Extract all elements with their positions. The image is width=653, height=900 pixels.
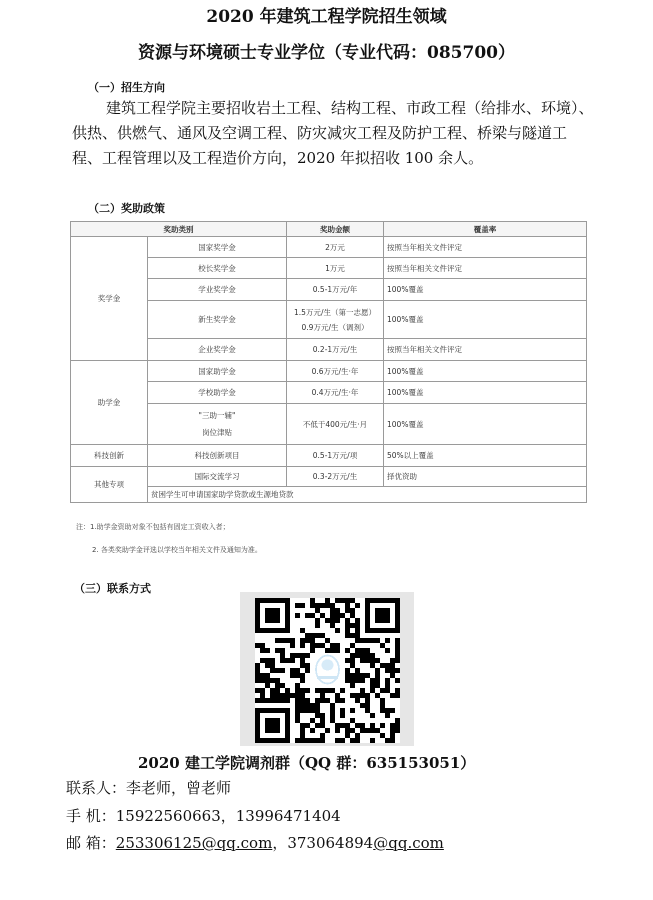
row-name-line1: "三助一辅"	[198, 411, 236, 420]
row-coverage: 按照当年相关文件评定	[384, 237, 587, 258]
table-row	[71, 339, 587, 361]
award-table	[70, 221, 587, 503]
row-name: 国家奖学金	[148, 237, 287, 258]
header-coverage: 覆盖率	[384, 222, 587, 237]
section1-body	[72, 96, 594, 171]
page-subtitle: 资源与环境硕士专业学位（专业代码：085700）	[138, 43, 515, 63]
row-amount: 0.2-1万元/生	[287, 339, 384, 361]
table-row	[71, 467, 587, 487]
page-title: 2020 年建筑工程学院招生领域	[206, 7, 447, 27]
group-scholarship: 奖学金	[71, 237, 148, 361]
qr-code-icon	[255, 598, 400, 743]
group-tech: 科技创新	[71, 445, 148, 467]
note-line1: 注：1.助学金资助对象不包括有固定工资收入者；	[76, 523, 230, 531]
row-amount: 1万元	[287, 258, 384, 279]
table-row	[71, 237, 587, 258]
group-other: 其他专项	[71, 467, 148, 503]
contact-line: 联系人：李老师，曾老师	[66, 779, 232, 797]
note-line2: 2. 各类奖助学金评选以学校当年相关文件及通知为准。	[92, 546, 262, 554]
finder-top-left	[255, 598, 290, 633]
table-row	[71, 445, 587, 467]
email-separator: ，	[272, 834, 288, 852]
table-row	[71, 361, 587, 382]
table-row	[71, 279, 587, 301]
row-amount-line1: 1.5万元/生（第一志愿）	[294, 307, 376, 317]
finder-top-right	[365, 598, 400, 633]
row-name: 学校助学金	[148, 382, 287, 404]
row-coverage: 按照当年相关文件评定	[384, 258, 587, 279]
row-amount: 2万元	[287, 237, 384, 258]
row-coverage: 100%覆盖	[384, 301, 587, 339]
row-amount: 0.5-1万元/项	[287, 445, 384, 467]
table-row	[71, 301, 587, 339]
row-name: 学业奖学金	[148, 279, 287, 301]
row-amount: 0.4万元/生·年	[287, 382, 384, 404]
row-coverage: 50%以上覆盖	[384, 445, 587, 467]
row-name: 国家助学金	[148, 361, 287, 382]
row-name: 国际交流学习	[148, 467, 287, 487]
section3-heading: （三）联系方式	[74, 582, 151, 595]
email-user-2: 373064894	[287, 834, 374, 852]
table-row	[71, 487, 587, 503]
row-name: 校长奖学金	[148, 258, 287, 279]
email-label: 邮 箱：	[66, 834, 116, 852]
header-amount: 奖助金额	[287, 222, 384, 237]
row-amount: 0.3-2万元/生	[287, 467, 384, 487]
table-header-row	[71, 222, 587, 237]
row-amount-line2: 0.9万元/生（调剂）	[301, 322, 369, 332]
section1-heading: （一）招生方向	[88, 81, 165, 94]
qq-penguin-icon	[310, 653, 345, 688]
qq-group-line: 2020 建工学院调剂群（QQ 群：635153051）	[138, 754, 476, 772]
section1-body-text: 建筑工程学院主要招收岩土工程、结构工程、市政工程（给排水、环境）、供热、供燃气、通风及空调工程、防灾减灾工程及防护工程、桥梁与隧道工程、工程管理以及工程造价方向，2020 年拟招收 100 余人。	[72, 99, 594, 167]
table-row	[71, 404, 587, 445]
finder-bottom-left	[255, 708, 290, 743]
row-coverage: 100%覆盖	[384, 404, 587, 445]
row-amount: 不低于400元/生·月	[287, 404, 384, 445]
section2-heading: （二）奖助政策	[88, 202, 165, 215]
row-amount: 0.5-1万元/年	[287, 279, 384, 301]
table-row	[71, 258, 587, 279]
row-amount	[287, 301, 384, 339]
header-category: 奖助类别	[71, 222, 287, 237]
email-link-1[interactable]: 253306125@qq.com	[115, 834, 273, 852]
row-name	[148, 404, 287, 445]
row-name: 企业奖学金	[148, 339, 287, 361]
email-domain-2[interactable]: @qq.com	[373, 834, 444, 852]
row-coverage: 按照当年相关文件评定	[384, 339, 587, 361]
phone-line: 手 机：15922560663，13996471404	[66, 807, 341, 825]
row-amount: 0.6万元/生·年	[287, 361, 384, 382]
row-coverage: 择优资助	[384, 467, 587, 487]
row-coverage: 100%覆盖	[384, 279, 587, 301]
row-name: 新生奖学金	[148, 301, 287, 339]
group-aid: 助学金	[71, 361, 148, 445]
row-coverage: 100%覆盖	[384, 361, 587, 382]
email-line	[66, 832, 444, 853]
row-name: 科技创新项目	[148, 445, 287, 467]
row-name-line2: 岗位津贴	[202, 428, 232, 437]
row-coverage: 100%覆盖	[384, 382, 587, 404]
table-row	[71, 382, 587, 404]
loan-note: 贫困学生可申请国家助学贷款或生源地贷款	[148, 487, 587, 503]
